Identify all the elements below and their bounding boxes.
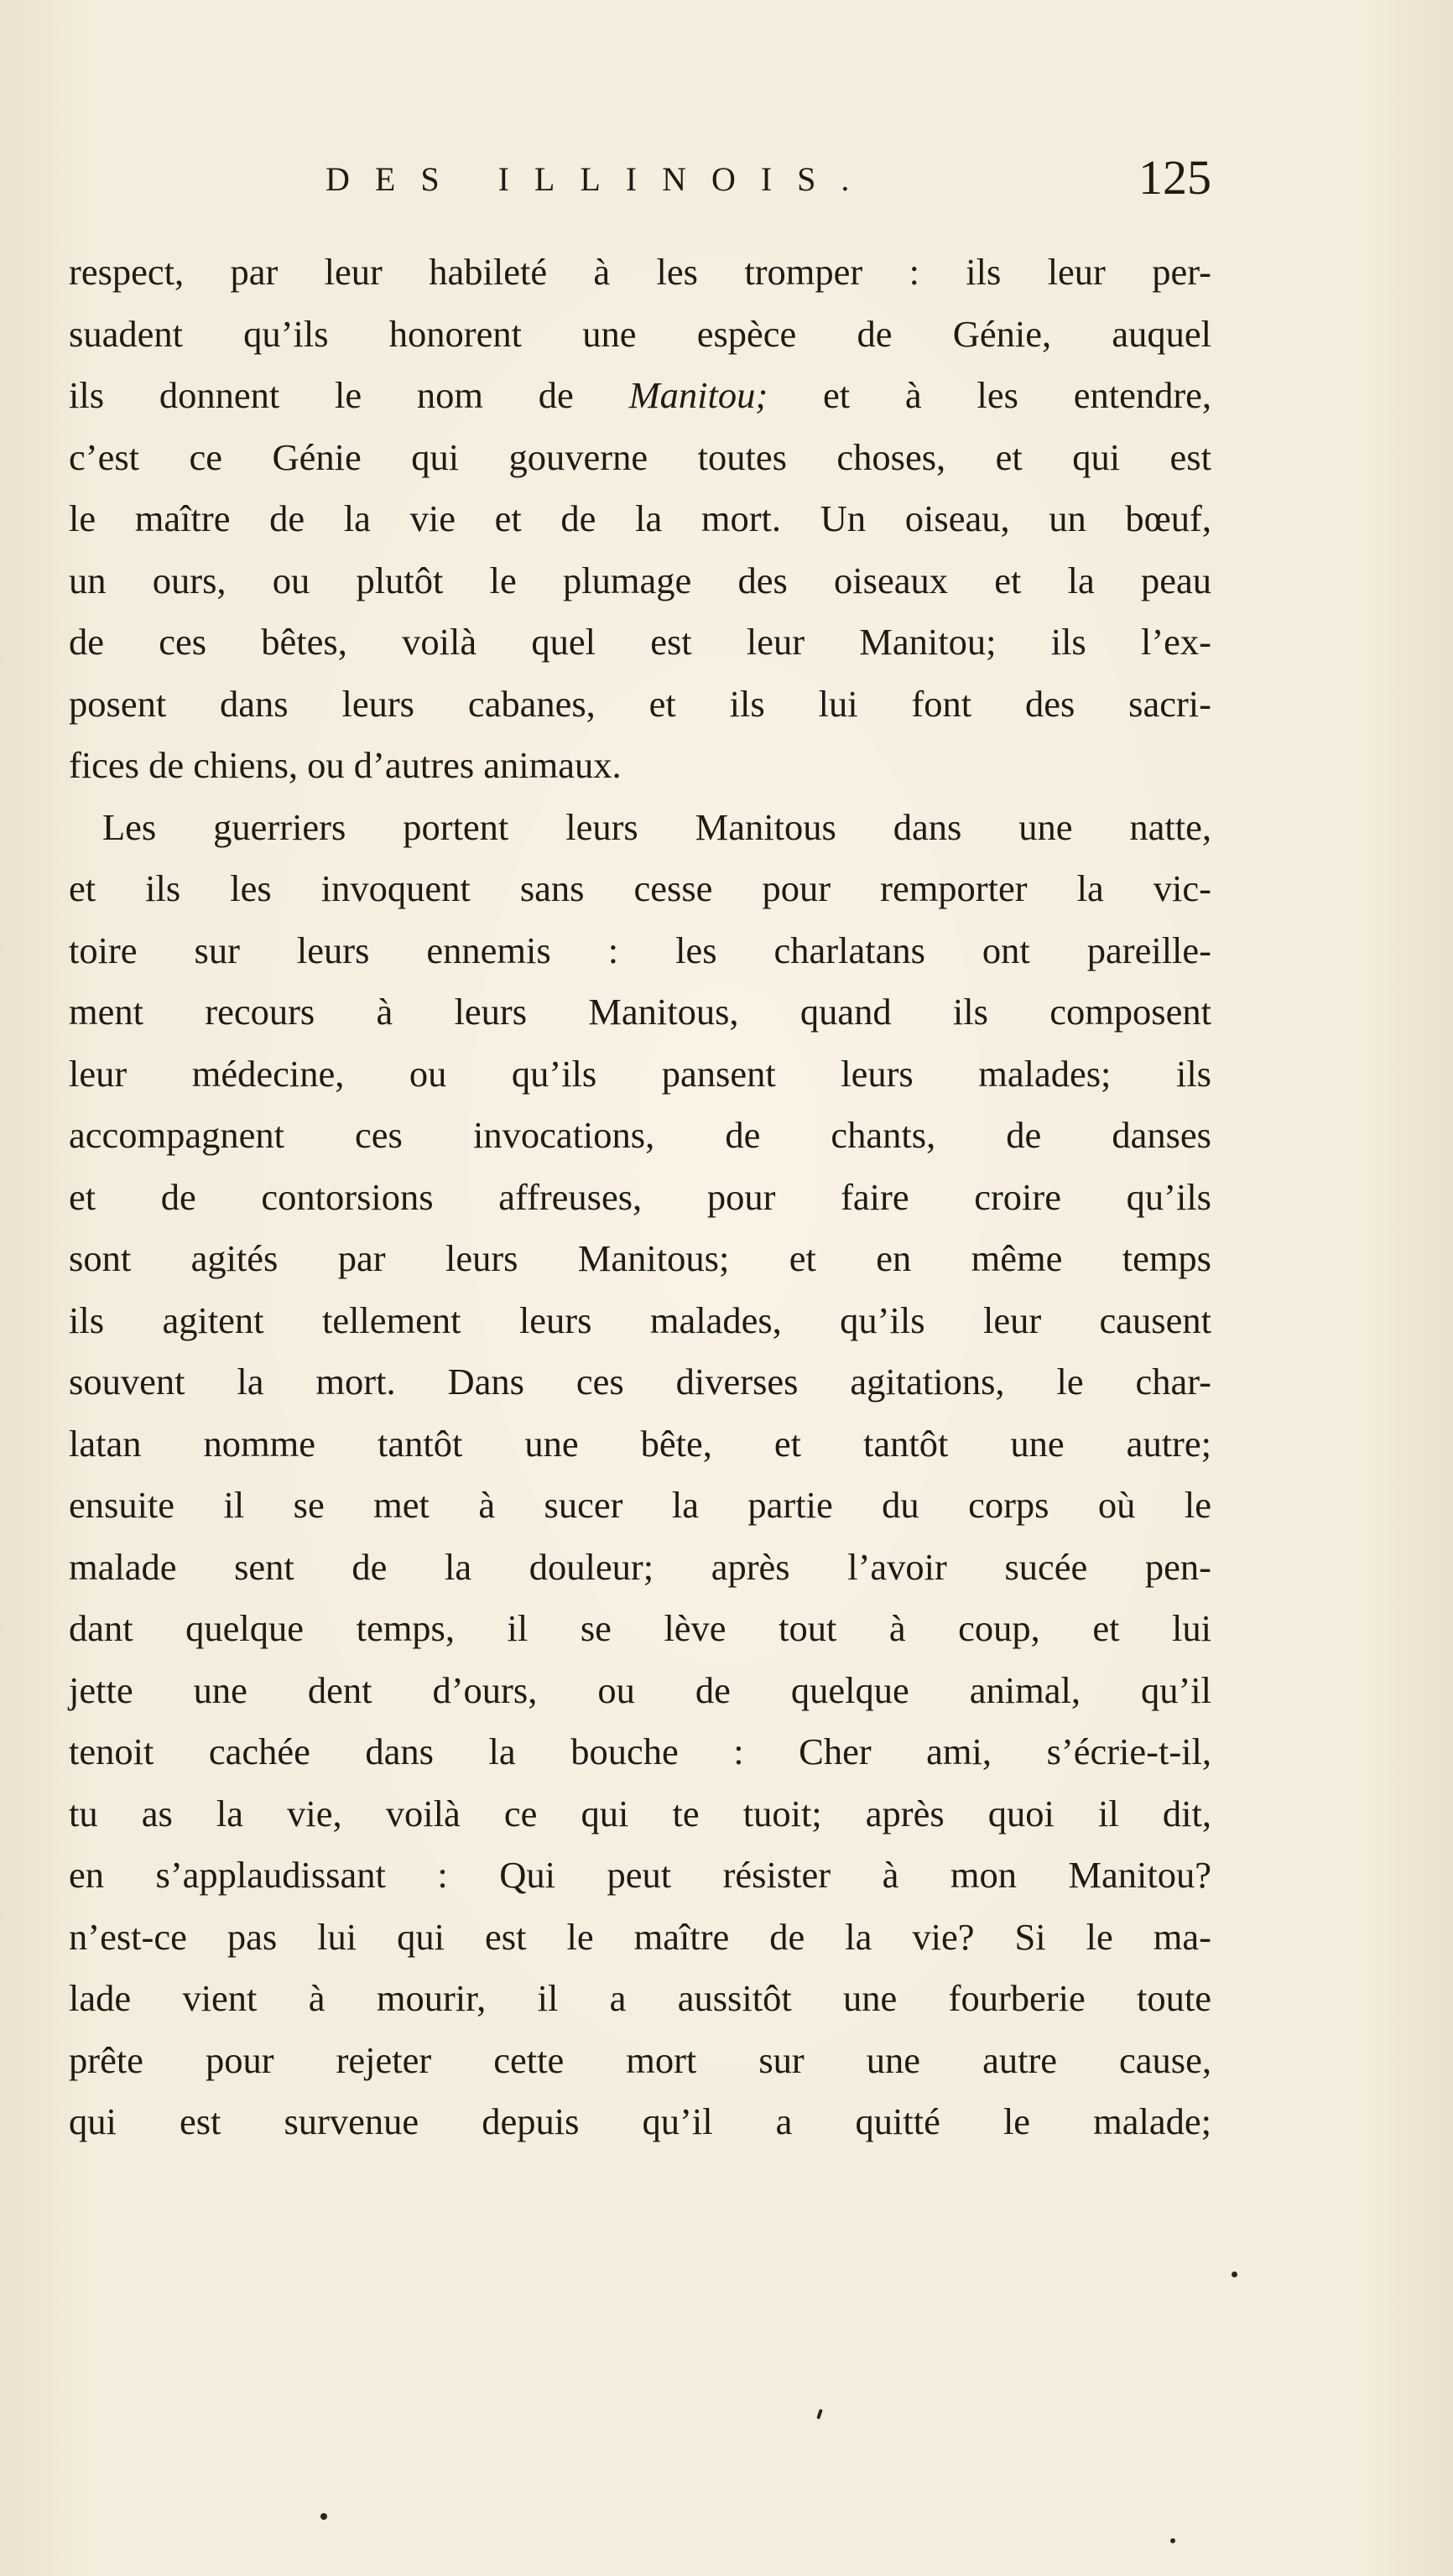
text-line-part: ils donnent le nom de <box>69 374 629 416</box>
text-line: prête pour rejeter cette mort sur une autre cause, <box>69 2038 1211 2081</box>
text-line <box>69 797 1211 859</box>
text-line: de ces bêtes, voilà quel est leur Manitou; ils l’ex- <box>69 621 1211 663</box>
text-line: leur médecine, ou qu’ils pansent leurs malades; ils <box>69 1052 1211 1095</box>
text-line: ment recours à leurs Manitous, quand ils composent <box>69 991 1211 1033</box>
text-line: ensuite il se met à sucer la partie du corps où le <box>69 1484 1211 1526</box>
text-line: qui est survenue depuis qu’il a quitté le malade; <box>69 2100 1211 2142</box>
text-line: malade sent de la douleur; après l’avoir sucée pen- <box>69 1545 1211 1588</box>
text-line: et ils les invoquent sans cesse pour remporter la vic- <box>69 867 1211 909</box>
text-line-part: et à les entendre, <box>768 374 1212 416</box>
ink-speck <box>1232 2272 1237 2277</box>
text-line: fices de chiens, ou d’autres animaux. <box>69 744 622 786</box>
text-line: le maître de la vie et de la mort. Un oiseau, un bœuf, <box>69 497 1211 539</box>
text-line: respect, par leur habileté à les tromper : ils leur per- <box>69 251 1211 293</box>
text-line: lade vient à mourir, il a aussitôt une fourberie toute <box>69 1977 1211 2019</box>
text-line: dant quelque temps, il se lève tout à coup, et lui <box>69 1607 1211 1649</box>
text-line <box>69 365 1211 427</box>
running-title: DES ILLINOIS. <box>325 160 875 198</box>
running-head <box>69 148 1211 215</box>
text-line: suadent qu’ils honorent une espèce de Génie, auquel <box>69 312 1211 355</box>
text-line: jette une dent d’ours, ou de quelque animal, qu’il <box>69 1668 1211 1711</box>
text-line: un ours, ou plutôt le plumage des oiseaux et la peau <box>69 559 1211 601</box>
text-line: tu as la vie, voilà ce qui te tuoit; après quoi il dit, <box>69 1792 1211 1834</box>
text-line: posent dans leurs cabanes, et ils lui font des sacri- <box>69 682 1211 725</box>
ink-speck <box>320 2513 327 2520</box>
text-line: n’est-ce pas lui qui est le maître de la vie? Si le ma- <box>69 1915 1211 1958</box>
ink-speck <box>1170 2538 1175 2543</box>
text-line: et de contorsions affreuses, pour faire croire qu’ils <box>69 1175 1211 1218</box>
page-number: 125 <box>1138 150 1211 205</box>
text-line-part: Les guerriers portent leurs Manitous dans une natte, <box>102 805 1211 848</box>
text-line: en s’applaudissant : Qui peut résister à mon Manitou? <box>69 1854 1211 1896</box>
text-line: toire sur leurs ennemis : les charlatans ont pareille- <box>69 929 1211 971</box>
text-line: latan nomme tantôt une bête, et tantôt une autre; <box>69 1422 1211 1465</box>
text-line: sont agités par leurs Manitous; et en même temps <box>69 1237 1211 1279</box>
text-line: c’est ce Génie qui gouverne toutes choses, et qui est <box>69 435 1211 478</box>
italic-word-manitou: Manitou; <box>628 374 768 416</box>
body-text <box>69 242 1211 2153</box>
text-line: souvent la mort. Dans ces diverses agitations, le char- <box>69 1361 1211 1402</box>
text-line: tenoit cachée dans la bouche : Cher ami, s’écrie-t-il, <box>69 1730 1211 1772</box>
ink-speck <box>816 2409 823 2420</box>
text-line: ils agitent tellement leurs malades, qu’ils leur causent <box>69 1298 1211 1341</box>
text-line: accompagnent ces invocations, de chants, de danses <box>69 1114 1211 1156</box>
